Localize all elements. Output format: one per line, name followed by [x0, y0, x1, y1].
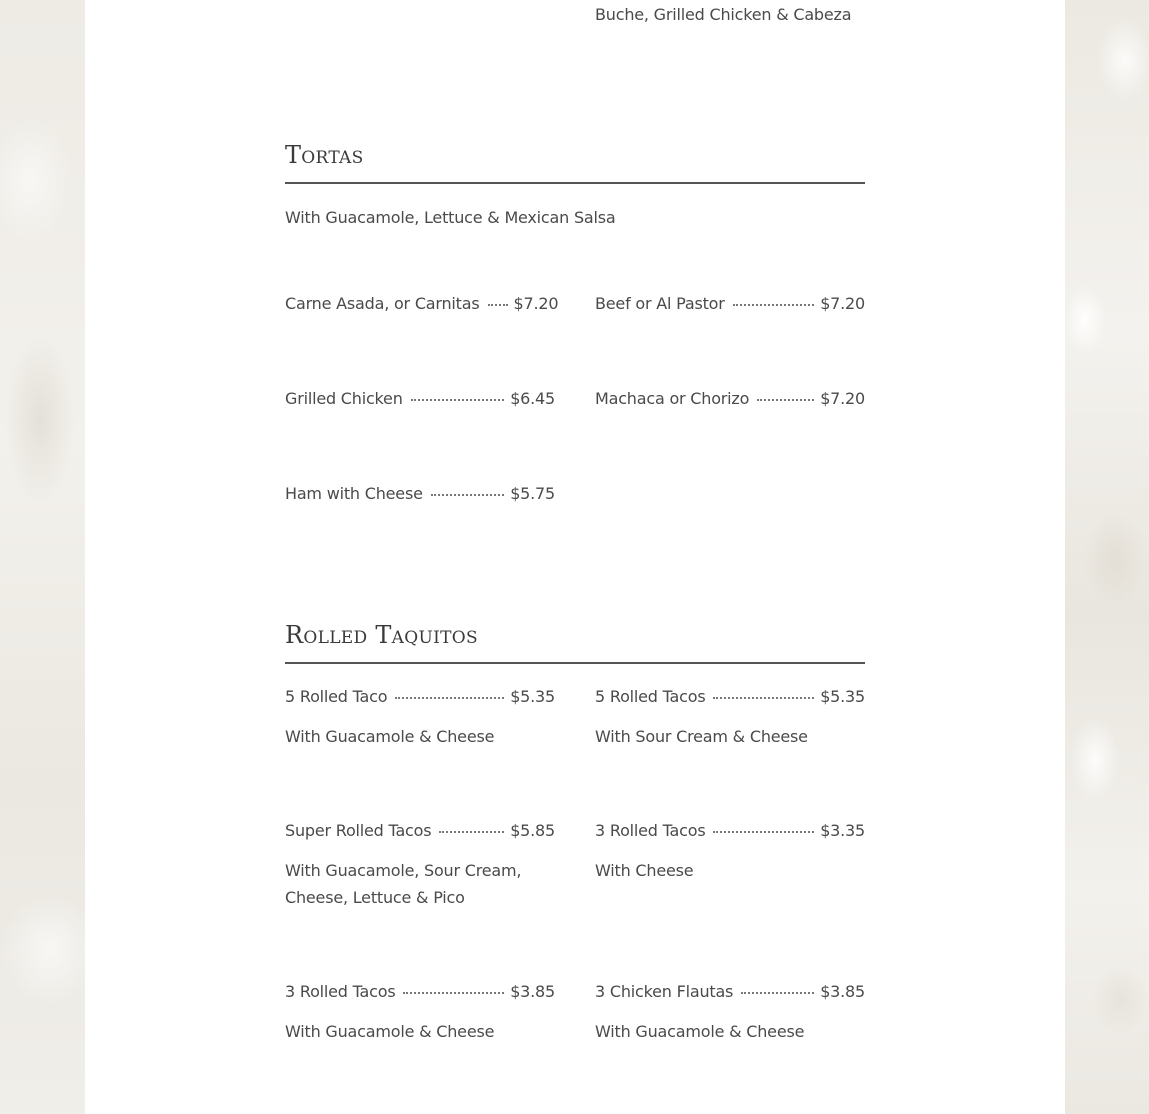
- item-name: 3 Rolled Tacos: [595, 821, 706, 840]
- menu-item: [285, 982, 555, 1004]
- section-title-rolled-taquitos: Rolled Taquitos: [285, 621, 478, 649]
- item-price: $3.35: [820, 821, 865, 840]
- menu-item: [285, 821, 555, 843]
- menu-item: [285, 484, 555, 506]
- background-right: [1065, 0, 1149, 1114]
- section-divider-tortas: [285, 182, 865, 184]
- menu-item: [595, 982, 865, 1004]
- menu-item: [595, 687, 865, 709]
- item-name: Beef or Al Pastor: [595, 294, 725, 313]
- dot-leader: [395, 697, 504, 699]
- menu-item: [595, 294, 865, 316]
- dot-leader: [439, 831, 504, 833]
- item-description: With Guacamole & Cheese: [285, 1022, 495, 1041]
- menu-item: [285, 389, 555, 411]
- dot-leader: [403, 992, 504, 994]
- item-name: 3 Chicken Flautas: [595, 982, 734, 1001]
- dot-leader: [733, 304, 815, 306]
- item-name: Super Rolled Tacos: [285, 821, 432, 840]
- item-price: $3.85: [820, 982, 865, 1001]
- item-price: $7.20: [513, 294, 559, 313]
- dot-leader: [741, 992, 814, 994]
- previous-item-description: Buche, Grilled Chicken & Cabeza: [595, 5, 852, 24]
- section-divider-rolled-taquitos: [285, 662, 865, 664]
- section-subtitle-tortas: With Guacamole, Lettuce & Mexican Salsa: [285, 208, 616, 227]
- item-name: 3 Rolled Tacos: [285, 982, 396, 1001]
- dot-leader: [713, 697, 814, 699]
- item-name: Carne Asada, or Carnitas: [285, 294, 480, 313]
- item-description: With Guacamole, Sour Cream, Cheese, Lettuce & Pico: [285, 861, 522, 907]
- dot-leader: [713, 831, 814, 833]
- menu-item: [595, 389, 865, 411]
- item-price: $7.20: [820, 294, 865, 313]
- item-price: $5.35: [510, 687, 555, 706]
- item-price: $5.75: [510, 484, 555, 503]
- item-price: $5.85: [510, 821, 555, 840]
- dot-leader: [431, 494, 504, 496]
- item-description: With Guacamole & Cheese: [595, 1022, 805, 1041]
- item-price: $6.45: [510, 389, 555, 408]
- background-left: [0, 0, 85, 1114]
- item-name: 5 Rolled Taco: [285, 687, 388, 706]
- item-price: $3.85: [510, 982, 555, 1001]
- menu-item: [285, 294, 559, 316]
- menu-item: [595, 821, 865, 843]
- menu-page: [85, 0, 1065, 1114]
- item-name: Ham with Cheese: [285, 484, 423, 503]
- item-name: Grilled Chicken: [285, 389, 403, 408]
- item-description: With Guacamole & Cheese: [285, 727, 495, 746]
- section-title-tortas: Tortas: [285, 141, 364, 169]
- item-price: $5.35: [820, 687, 865, 706]
- item-name: 5 Rolled Tacos: [595, 687, 706, 706]
- item-description: With Cheese: [595, 861, 694, 880]
- dot-leader: [757, 399, 814, 401]
- dot-leader: [488, 304, 508, 306]
- menu-item: [285, 687, 555, 709]
- item-name: Machaca or Chorizo: [595, 389, 750, 408]
- dot-leader: [411, 399, 505, 401]
- item-price: $7.20: [820, 389, 865, 408]
- item-description: With Sour Cream & Cheese: [595, 727, 808, 746]
